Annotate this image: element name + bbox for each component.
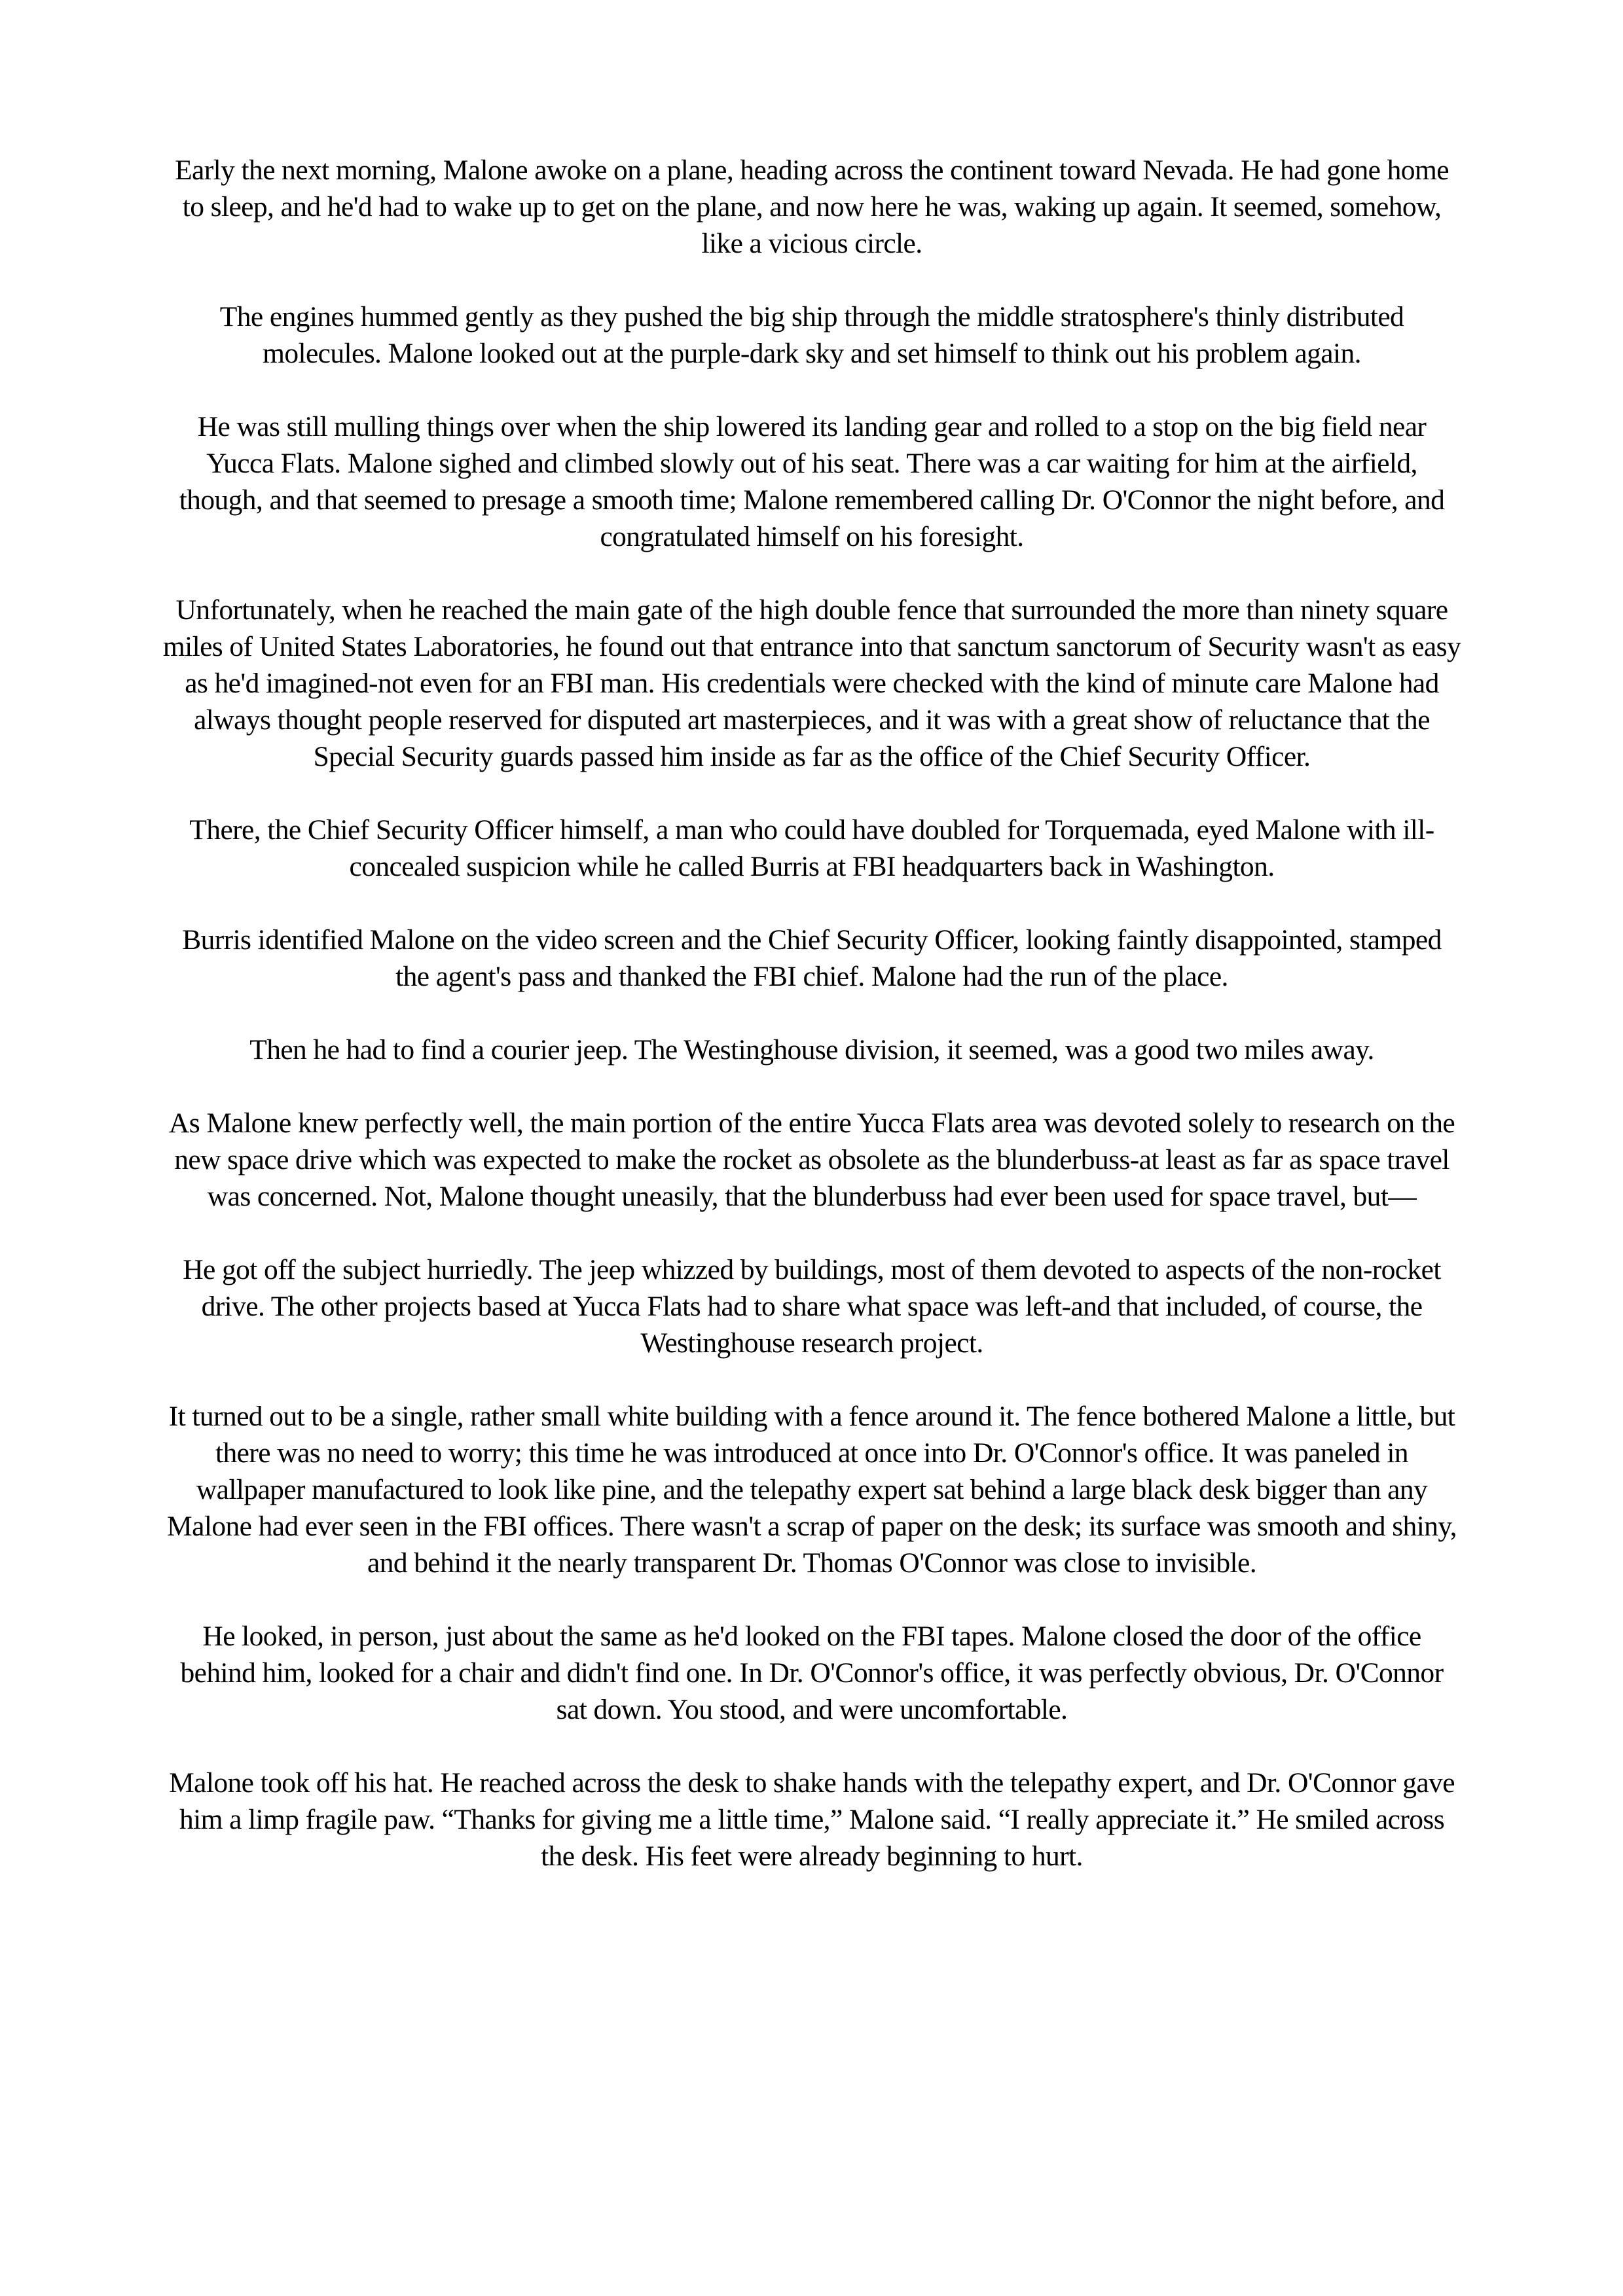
paragraph: He got off the subject hurriedly. The jeep whizzed by buildings, most of them devoted to aspects of the non-rocket drive. The other projects based at Yucca Flats had to share what space was left-and that included, of course, the Westinghouse research project. xyxy=(183,1254,1441,1359)
paragraph: Unfortunately, when he reached the main gate of the high double fence that surrounded the more than ninety square miles of United States Laboratories, he found out that entrance into that sanctum sanctorum of Security wasn't as easy as he'd imagined-not even for an FBI man. His credentials were checked with the kind of minute care Malone had always thought people reserved for disputed art masterpieces, and it was with a great show of reluctance that the Special Security guards passed him inside as far as the office of the Chief Security Officer. xyxy=(162,594,1461,772)
paragraph: He looked, in person, just about the same as he'd looked on the FBI tapes. Malone closed the door of the office behind him, looked for a chair and didn't find one. In Dr. O'Connor's office, it was perfectly obvious, Dr. O'Connor sat down. You stood, and were uncomfortable. xyxy=(180,1621,1444,1725)
paragraph: There, the Chief Security Officer himself, a man who could have doubled for Torquemada, eyed Malone with ill-concealed suspicion while he called Burris at FBI headquarters back in Washington. xyxy=(189,814,1434,882)
paragraph: Malone took off his hat. He reached across the desk to shake hands with the telepathy expert, and Dr. O'Connor gave him a limp fragile paw. “Thanks for giving me a little time,” Malone said. “I really appreciate it.” He smiled across the desk. His feet were already beginning to hurt. xyxy=(169,1767,1455,1872)
paragraph: The engines hummed gently as they pushed the big ship through the middle stratosphere's thinly distributed molecules. Malone looked out at the purple-dark sky and set himself to think out his problem again. xyxy=(219,301,1404,369)
paragraph: It turned out to be a single, rather small white building with a fence around it. The fence bothered Malone a little, but there was no need to worry; this time he was introduced at once into Dr. O'Connor's office. It was paneled in wallpaper manufactured to look like pine, and the telepathy expert sat behind a large black desk bigger than any Malone had ever seen in the FBI offices. There wasn't a scrap of paper on the desk; its surface was smooth and shiny, and behind it the nearly transparent Dr. Thomas O'Connor was close to invisible. xyxy=(167,1401,1457,1579)
paragraph: As Malone knew perfectly well, the main portion of the entire Yucca Flats area was devoted solely to research on the new space drive which was expected to make the rocket as obsolete as the blunderbuss-at least as far as space travel was concerned. Not, Malone thought uneasily, that the blunderbuss had ever been used for space travel, but— xyxy=(168,1107,1455,1212)
document-page xyxy=(162,152,1461,1874)
paragraph: He was still mulling things over when the ship lowered its landing gear and rolled to a stop on the big field near Yucca Flats. Malone sighed and climbed slowly out of his seat. There was a car waiting for him at the airfield, though, and that seemed to presage a smooth time; Malone remembered calling Dr. O'Connor the night before, and congratulated himself on his foresight. xyxy=(179,411,1445,552)
paragraph: Then he had to find a courier jeep. The Westinghouse division, it seemed, was a good two miles away. xyxy=(249,1034,1374,1066)
paragraph: Burris identified Malone on the video screen and the Chief Security Officer, looking faintly disappointed, stamped the agent's pass and thanked the FBI chief. Malone had the run of the place. xyxy=(182,924,1442,992)
paragraph: Early the next morning, Malone awoke on a plane, heading across the continent toward Nevada. He had gone home to sleep, and he'd had to wake up to get on the plane, and now here he was, waking up again. It seemed, somehow, like a vicious circle. xyxy=(175,154,1449,259)
